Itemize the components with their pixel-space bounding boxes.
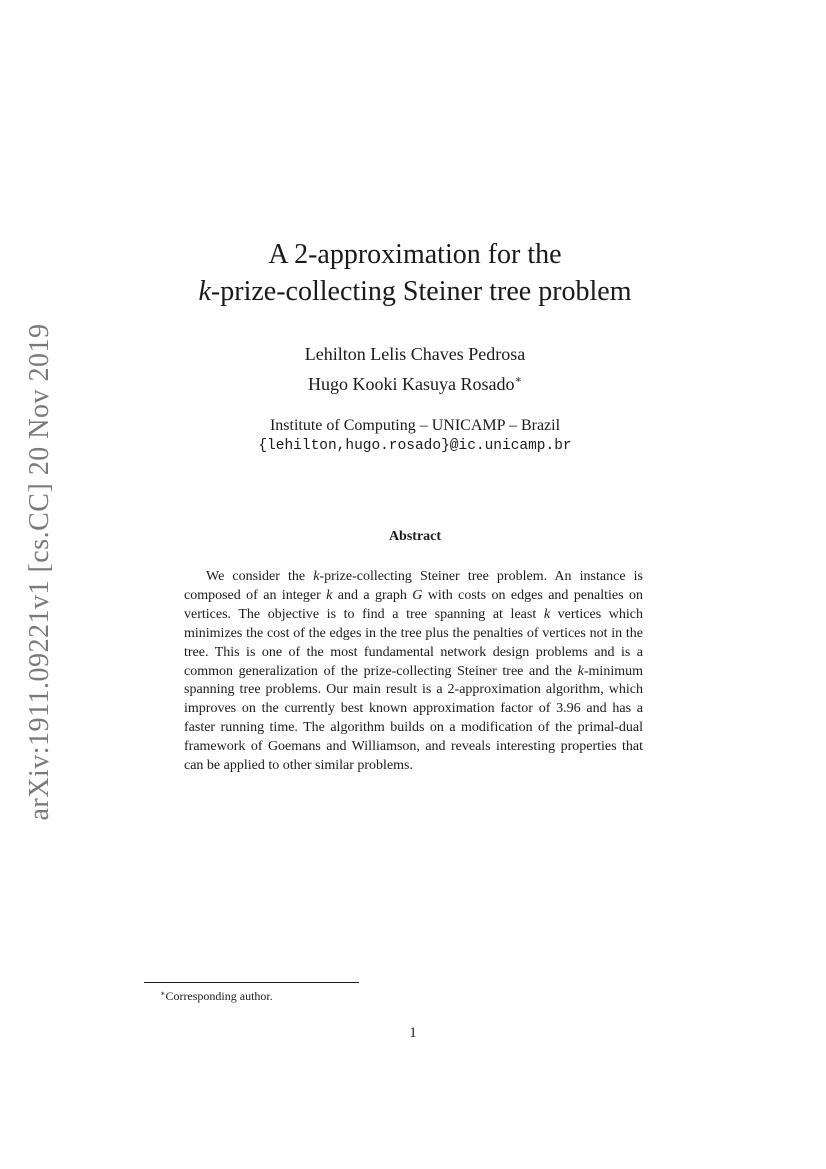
author-name: Lehilton Lelis Chaves Pedrosa [304,344,526,364]
math-variable-k: k [543,606,551,622]
abstract-text: with costs on edges and penalties on vertices. The objective is to find a tree spanning at least [184,587,643,622]
footnote-mark: ∗ [160,989,166,998]
abstract-text: We consider the [206,569,314,584]
arxiv-identifier-stamp: arXiv:1911.09221v1 [cs.CC] 20 Nov 2019 [24,323,55,821]
math-variable-k: k [326,587,333,603]
abstract-text: -minimum spanning tree problems. Our main result is a 2-approximation algorithm, which improves on the currently best known approximation factor of 3.96 and has a faster running time. The algorithm builds on a modification of the primal-dual framework of Goemans and Williamson, and reveals interesting properties that can be applied to other similar problems. [184,663,643,774]
page-number: 1 [409,1025,417,1041]
author-email: {lehilton,hugo.rosado}@ic.unicamp.br [258,438,572,454]
footnote-divider [144,982,359,983]
author-list [100,341,730,397]
abstract-text: -prize-collecting Steiner tree problem. An instance is composed of an integer [184,569,643,603]
footnote-text: Corresponding author. [165,989,273,1003]
abstract-text: vertices which minimizes the cost of the edges in the tree plus the penalties of vertices not in the tree. This is one of the most fundamental network design problems and is a common generalization of the prize-collecting Steiner tree and the [184,606,644,679]
abstract-paragraph [184,568,643,776]
author-name [100,367,730,397]
paper-title [100,236,730,310]
footnote [160,986,273,1004]
abstract-text: and a graph [332,587,413,603]
author-name-text: Hugo Kooki Kasuya Rosado [308,374,515,394]
math-variable-g: G [412,587,423,603]
abstract-body [184,568,643,776]
math-variable-k: k [313,569,320,584]
title-line-2-text: -prize-collecting Steiner tree problem [210,276,632,307]
title-variable-k: k [198,276,211,307]
institute-name: Institute of Computing – UNICAMP – Brazil [269,417,561,434]
corresponding-author-mark: ∗ [514,374,522,386]
affiliation-block [100,415,730,457]
title-line-1: A 2-approximation for the [268,239,562,270]
title-line-2 [100,273,730,310]
abstract-heading: Abstract [388,529,442,544]
math-variable-k: k [577,663,584,679]
